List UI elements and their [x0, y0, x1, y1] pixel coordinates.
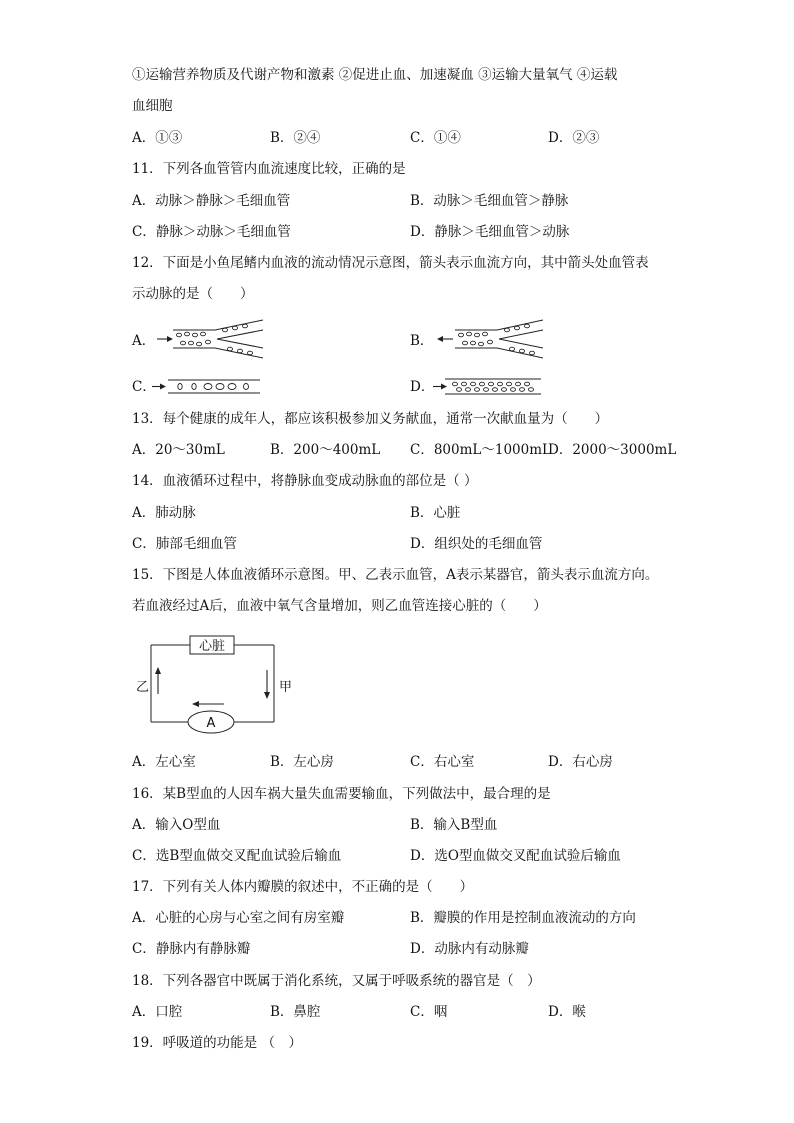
q12-figure-c-vessel-single-file: [150, 376, 265, 398]
q18-stem: 18．下列各器官中既属于消化系统，又属于呼吸系统的器官是（ ）: [132, 973, 541, 989]
q14-choice-c: C．肺部毛细血管: [132, 536, 237, 552]
q15-vessel-jia-label: 甲: [279, 680, 293, 695]
q17-choice-c: C．静脉内有静脉瓣: [132, 941, 251, 957]
q14-choice-d: D．组织处的毛细血管: [410, 536, 543, 552]
q13-choice-c: C．800mL～1000mL: [410, 442, 551, 458]
q12-figure-a-vessel-diverging: [155, 318, 270, 363]
q16-choice-a: A．输入O型血: [132, 817, 221, 833]
q12-choice-a: A．: [132, 333, 156, 349]
q18-choice-c: C．咽: [410, 1004, 448, 1020]
q13-choice-a: A．20～30mL: [132, 442, 225, 458]
q10-options-line2: 血细胞: [132, 98, 173, 114]
q12-choice-b: B．: [410, 333, 434, 349]
q14-choice-b: B．心脏: [410, 505, 461, 521]
q12-figure-b-vessel-converging: [433, 318, 548, 363]
q15-choice-c: C．右心室: [410, 754, 475, 770]
q17-choice-b: B．瓣膜的作用是控制血液流动的方向: [410, 910, 636, 926]
q12-stem-line2: 示动脉的是（ ）: [132, 286, 254, 302]
q15-choice-b: B．左心房: [270, 754, 334, 770]
q10-choice-c: C．①④: [410, 130, 461, 146]
q15-organ-a-label: A: [206, 716, 216, 731]
q11-choice-c: C．静脉＞动脉＞毛细血管: [132, 224, 291, 240]
q10-choice-b: B．②④: [270, 130, 321, 146]
q13-choice-d: D．2000～3000mL: [548, 442, 677, 458]
q11-stem: 11．下列各血管管内血流速度比较，正确的是: [132, 161, 406, 177]
q12-choice-d: D．: [410, 379, 435, 395]
q15-stem-line2: 若血液经过A后，血液中氧气含量增加，则乙血管连接心脏的（ ）: [132, 598, 547, 614]
q12-choice-c: C．: [132, 379, 156, 395]
q12-stem-line1: 12．下面是小鱼尾鳍内血液的流动情况示意图，箭头表示血流方向，其中箭头处血管表: [132, 255, 649, 271]
q19-stem: 19．呼吸道的功能是 （ ）: [132, 1035, 302, 1051]
q11-choice-d: D．静脉＞毛细血管＞动脉: [410, 224, 570, 240]
q11-choice-b: B．动脉＞毛细血管＞静脉: [410, 193, 569, 209]
q17-choice-d: D．动脉内有动脉瓣: [410, 941, 529, 957]
q15-heart-label: 心脏: [198, 639, 226, 654]
q15-circulation-diagram: [130, 632, 310, 737]
q11-choice-a: A．动脉＞静脉＞毛细血管: [132, 193, 291, 209]
q12-figure-d-vessel-wide: [431, 376, 546, 398]
q10-options-line1: ①运输营养物质及代谢产物和激素 ②促进止血、加速凝血 ③运输大量氧气 ④运载: [132, 67, 618, 83]
q15-vessel-yi-label: 乙: [136, 680, 150, 695]
q15-choice-d: D．右心房: [548, 754, 613, 770]
q18-choice-a: A．口腔: [132, 1004, 183, 1020]
q13-choice-b: B．200～400mL: [270, 442, 381, 458]
q17-stem: 17．下列有关人体内瓣膜的叙述中，不正确的是（ ）: [132, 879, 474, 895]
q15-choice-a: A．左心室: [132, 754, 196, 770]
q17-choice-a: A．心脏的心房与心室之间有房室瓣: [132, 910, 345, 926]
q13-stem: 13．每个健康的成年人，都应该积极参加义务献血，通常一次献血量为（ ）: [132, 411, 609, 427]
q14-stem: 14．血液循环过程中，将静脉血变成动脉血的部位是（ ）: [132, 473, 478, 489]
q16-choice-d: D．选O型血做交叉配血试验后输血: [410, 848, 621, 864]
q16-choice-b: B．输入B型血: [410, 817, 498, 833]
q16-stem: 16．某B型血的人因车祸大量失血需要输血，下列做法中，最合理的是: [132, 786, 551, 802]
q18-choice-d: D．喉: [548, 1004, 586, 1020]
q10-choice-d: D．②③: [548, 130, 600, 146]
q18-choice-b: B．鼻腔: [270, 1004, 321, 1020]
q10-choice-a: A．①③: [132, 130, 183, 146]
q16-choice-c: C．选B型血做交叉配血试验后输血: [132, 848, 342, 864]
q14-choice-a: A．肺动脉: [132, 505, 196, 521]
q15-stem-line1: 15．下图是人体血液循环示意图。甲、乙表示血管，A表示某器官，箭头表示血流方向。: [132, 567, 659, 583]
